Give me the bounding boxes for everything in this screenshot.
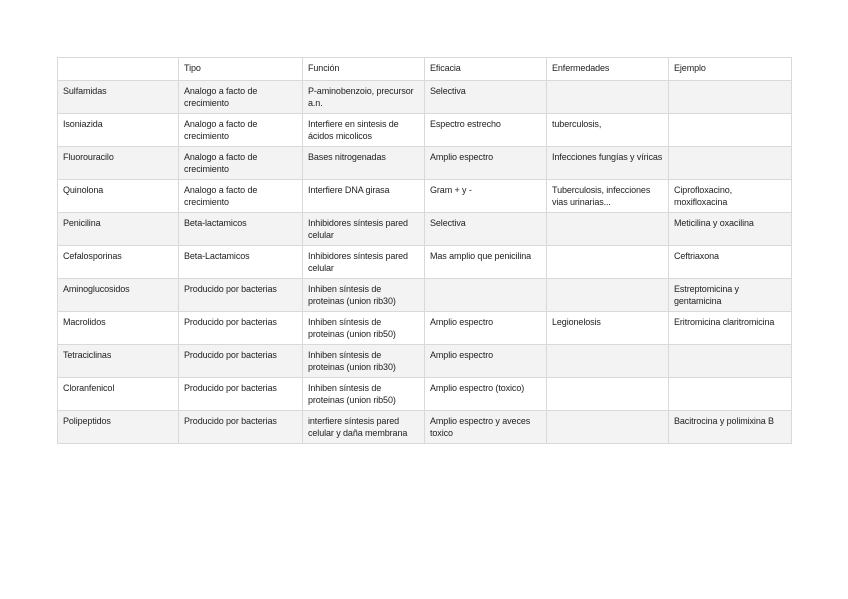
table-cell: Meticilina y oxacilina [669,213,792,246]
antibiotics-table [57,57,792,444]
row-label-cell: Sulfamidas [58,81,179,114]
table-cell: Analogo a facto de crecimiento [179,81,303,114]
table-row [58,81,792,114]
table-cell: Beta-lactamicos [179,213,303,246]
table-cell: Infecciones fungías y víricas [547,147,669,180]
table-cell: Analogo a facto de crecimiento [179,180,303,213]
table-cell: Bacitrocina y polimixina B [669,411,792,444]
table-cell [669,81,792,114]
row-label-cell: Tetraciclinas [58,345,179,378]
table-cell [547,345,669,378]
table-cell: P-aminobenzoio, precursor a.n. [303,81,425,114]
table-cell [425,279,547,312]
table-cell: Amplio espectro [425,147,547,180]
row-label-cell: Polipeptidos [58,411,179,444]
header-cell: Función [303,58,425,81]
row-label-cell: Quinolona [58,180,179,213]
table-cell: Inhiben síntesis de proteinas (union rib30) [303,279,425,312]
table-cell: Interfiere DNA girasa [303,180,425,213]
row-label-cell: Aminoglucosidos [58,279,179,312]
row-label-cell: Macrolidos [58,312,179,345]
table-cell: Legionelosis [547,312,669,345]
table-cell: tuberculosis, [547,114,669,147]
table-cell [547,246,669,279]
row-label-cell: Cloranfenicol [58,378,179,411]
table-cell: Inhibidores síntesis pared celular [303,246,425,279]
table-row [58,114,792,147]
table-cell: Amplio espectro (toxico) [425,378,547,411]
table-cell: Ciprofloxacino, moxifloxacina [669,180,792,213]
table-cell: Mas amplio que penicilina [425,246,547,279]
table-cell [669,114,792,147]
table-row [58,345,792,378]
table-row [58,312,792,345]
table-cell: Amplio espectro [425,312,547,345]
table-cell [547,81,669,114]
table-cell [547,279,669,312]
table-cell: Gram + y - [425,180,547,213]
table-row [58,279,792,312]
header-cell: Tipo [179,58,303,81]
table-row [58,213,792,246]
table-cell: Bases nitrogenadas [303,147,425,180]
table-cell [547,213,669,246]
table-cell [547,378,669,411]
table-cell [547,411,669,444]
table-cell: Estreptomicina y gentamicina [669,279,792,312]
table-cell: Inhiben síntesis de proteinas (union rib30) [303,345,425,378]
table-cell: Producido por bacterias [179,345,303,378]
header-cell [58,58,179,81]
table-cell: Inhibidores síntesis pared celular [303,213,425,246]
row-label-cell: Cefalosporinas [58,246,179,279]
header-cell: Enfermedades [547,58,669,81]
header-row [58,58,792,81]
table-cell: Eritromicina claritromicina [669,312,792,345]
row-label-cell: Isoniazida [58,114,179,147]
table-row [58,246,792,279]
table-cell: Beta-Lactamicos [179,246,303,279]
table-cell: Amplio espectro y aveces toxico [425,411,547,444]
table-cell: Inhiben síntesis de proteinas (union rib50) [303,378,425,411]
table-cell [669,345,792,378]
table-cell: Analogo a facto de crecimiento [179,147,303,180]
table-cell: Producido por bacterias [179,411,303,444]
table-cell: Interfiere en sintesis de ácidos micolicos [303,114,425,147]
table-cell [669,147,792,180]
table-cell: Tuberculosis, infecciones vias urinarias... [547,180,669,213]
header-cell: Ejemplo [669,58,792,81]
table-cell: Inhiben síntesis de proteinas (union rib50) [303,312,425,345]
table-cell: Selectiva [425,213,547,246]
header-cell: Eficacia [425,58,547,81]
table-cell: Amplio espectro [425,345,547,378]
table-row [58,147,792,180]
table-cell [669,378,792,411]
table-cell: interfiere síntesis pared celular y daña membrana [303,411,425,444]
table-cell: Producido por bacterias [179,378,303,411]
table-cell: Espectro estrecho [425,114,547,147]
table-cell: Producido por bacterias [179,279,303,312]
table-row [58,180,792,213]
table-cell: Analogo a facto de crecimiento [179,114,303,147]
row-label-cell: Fluorouracilo [58,147,179,180]
table-cell: Ceftriaxona [669,246,792,279]
table-cell: Producido por bacterias [179,312,303,345]
table-cell: Selectiva [425,81,547,114]
table-row [58,411,792,444]
row-label-cell: Penicilina [58,213,179,246]
table-row [58,378,792,411]
